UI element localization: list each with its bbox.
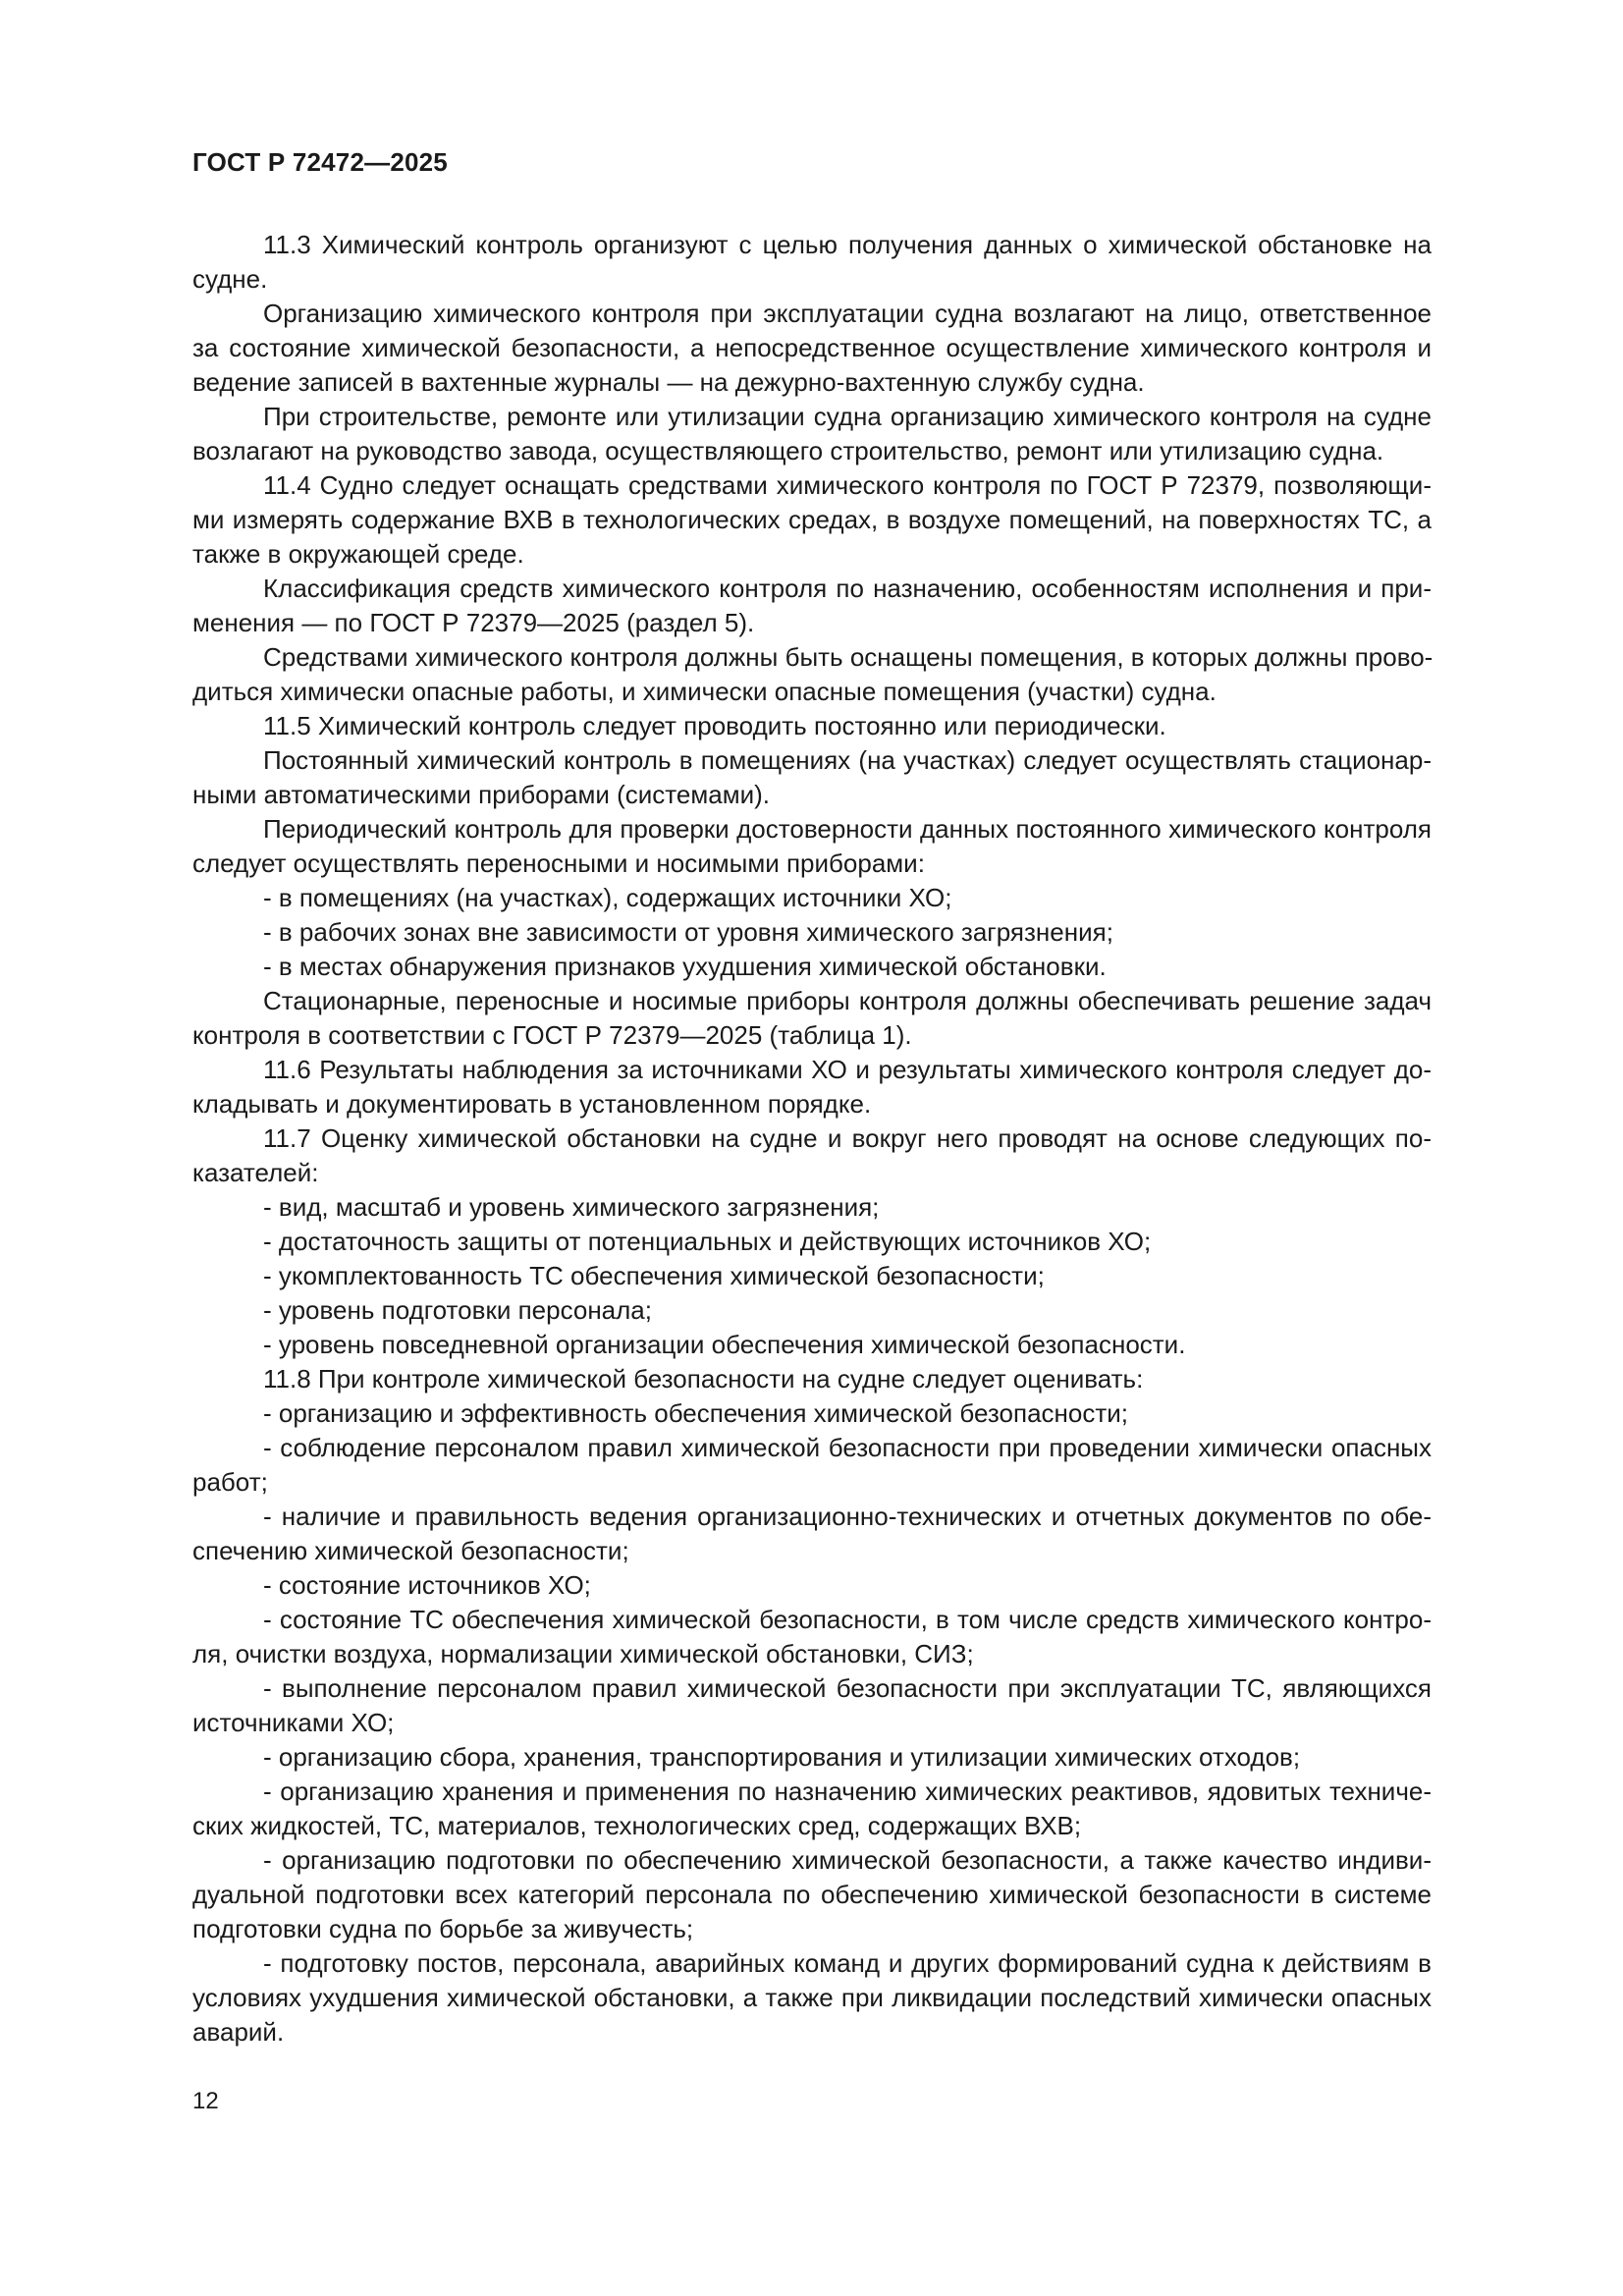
text-line: дуальной подготовки всех категорий персонала по обеспечению химической безопасности в системе bbox=[192, 1880, 1432, 1909]
list-item: - соблюдение персоналом правил химической безопасности при проведении химически опасных bbox=[263, 1433, 1432, 1462]
text-line: Постоянный химический контроль в помещениях (на участках) следует осуществлять стационар- bbox=[263, 745, 1432, 775]
text-line: диться химически опасные работы, и химически опасные помещения (участки) судна. bbox=[192, 677, 1217, 706]
list-item: - выполнение персоналом правил химической безопасности при эксплуатации ТС, являющихся bbox=[263, 1673, 1432, 1703]
list-item: - организацию хранения и применения по назначению химических реактивов, ядовитых техниче- bbox=[263, 1777, 1432, 1806]
text-line: 11.6 Результаты наблюдения за источниками ХО и результаты химического контроля следует до- bbox=[263, 1055, 1432, 1084]
text-line: ми измерять содержание ВХВ в технологических средах, в воздухе помещений, на поверхностях ТС, а bbox=[192, 505, 1432, 534]
text-line: ными автоматическими приборами (системами). bbox=[192, 780, 770, 809]
list-item: - укомплектованность ТС обеспечения химической безопасности; bbox=[263, 1261, 1045, 1290]
text-line: следует осуществлять переносными и носимыми приборами: bbox=[192, 848, 925, 878]
text-line: также в окружающей среде. bbox=[192, 539, 524, 569]
text-line: ских жидкостей, ТС, материалов, технологических сред, содержащих ВХВ; bbox=[192, 1811, 1082, 1840]
text-line: Организацию химического контроля при эксплуатации судна возлагают на лицо, ответственное bbox=[263, 299, 1432, 328]
list-item: - достаточность защиты от потенциальных и действующих источников ХО; bbox=[263, 1227, 1152, 1256]
page-number: 12 bbox=[192, 2088, 219, 2114]
list-item: - состояние ТС обеспечения химической безопасности, в том числе средств химического контро- bbox=[263, 1605, 1432, 1634]
text-line: подготовки судна по борьбе за живучесть; bbox=[192, 1914, 694, 1943]
text-line: 11.3 Химический контроль организуют с целью получения данных о химической обстановке на bbox=[263, 230, 1432, 259]
text-line: Стационарные, переносные и носимые приборы контроля должны обеспечивать решение задач bbox=[263, 986, 1432, 1015]
text-line: менения — по ГОСТ Р 72379—2025 (раздел 5). bbox=[192, 608, 755, 637]
text-line: источниками ХО; bbox=[192, 1708, 395, 1737]
text-line: за состояние химической безопасности, а непосредственное осуществление химического контроля и bbox=[192, 333, 1432, 362]
text-line: возлагают на руководство завода, осуществляющего строительство, ремонт или утилизацию судна. bbox=[192, 436, 1384, 465]
list-item: - организацию сбора, хранения, транспортирования и утилизации химических отходов; bbox=[263, 1742, 1301, 1772]
list-item: - уровень подготовки персонала; bbox=[263, 1295, 652, 1325]
text-line: 11.8 При контроле химической безопасности на судне следует оценивать: bbox=[263, 1364, 1144, 1394]
text-line: Классификация средств химического контроля по назначению, особенностям исполнения и при- bbox=[263, 574, 1432, 603]
text-line: работ; bbox=[192, 1467, 268, 1497]
list-item: - в рабочих зонах вне зависимости от уровня химического загрязнения; bbox=[263, 917, 1113, 947]
text-line: 11.5 Химический контроль следует проводить постоянно или периодически. bbox=[263, 711, 1166, 740]
text-line: ля, очистки воздуха, нормализации химической обстановки, СИЗ; bbox=[192, 1639, 974, 1668]
list-item: - наличие и правильность ведения организационно-технических и отчетных документов по обе- bbox=[263, 1502, 1432, 1531]
text-line: Средствами химического контроля должны быть оснащены помещения, в которых должны прово- bbox=[263, 642, 1434, 672]
list-item: - организацию подготовки по обеспечению химической безопасности, а также качество индиви- bbox=[263, 1845, 1432, 1875]
text-line: аварий. bbox=[192, 2017, 285, 2047]
document-body bbox=[192, 228, 1432, 2050]
text-line: Периодический контроль для проверки достоверности данных постоянного химического контроля bbox=[263, 814, 1432, 844]
document-header: ГОСТ Р 72472—2025 bbox=[192, 147, 448, 177]
text-line: контроля в соответствии с ГОСТ Р 72379—2025 (таблица 1). bbox=[192, 1020, 912, 1050]
list-item: - в помещениях (на участках), содержащих источники ХО; bbox=[263, 883, 952, 912]
text-line: 11.4 Судно следует оснащать средствами химического контроля по ГОСТ Р 72379, позволяющи- bbox=[263, 470, 1432, 500]
list-item: - организацию и эффективность обеспечения химической безопасности; bbox=[263, 1398, 1129, 1428]
text-line: спечению химической безопасности; bbox=[192, 1536, 629, 1565]
text-line: При строительстве, ремонте или утилизации судна организацию химического контроля на судне bbox=[263, 402, 1432, 431]
list-item: - уровень повседневной организации обеспечения химической безопасности. bbox=[263, 1330, 1186, 1359]
text-line: судне. bbox=[192, 264, 268, 294]
text-line: 11.7 Оценку химической обстановки на судне и вокруг него проводят на основе следующих по- bbox=[263, 1123, 1432, 1153]
text-line: казателей: bbox=[192, 1158, 319, 1187]
list-item: - в местах обнаружения признаков ухудшения химической обстановки. bbox=[263, 952, 1107, 981]
list-item: - вид, масштаб и уровень химического загрязнения; bbox=[263, 1192, 880, 1222]
list-item: - подготовку постов, персонала, аварийных команд и других формирований судна к действиям в bbox=[263, 1948, 1432, 1978]
text-line: условиях ухудшения химической обстановки, а также при ликвидации последствий химически опасных bbox=[192, 1983, 1432, 2012]
list-item: - состояние источников ХО; bbox=[263, 1570, 591, 1600]
text-line: ведение записей в вахтенные журналы — на дежурно-вахтенную службу судна. bbox=[192, 367, 1145, 397]
text-line: кладывать и документировать в установленном порядке. bbox=[192, 1089, 872, 1119]
